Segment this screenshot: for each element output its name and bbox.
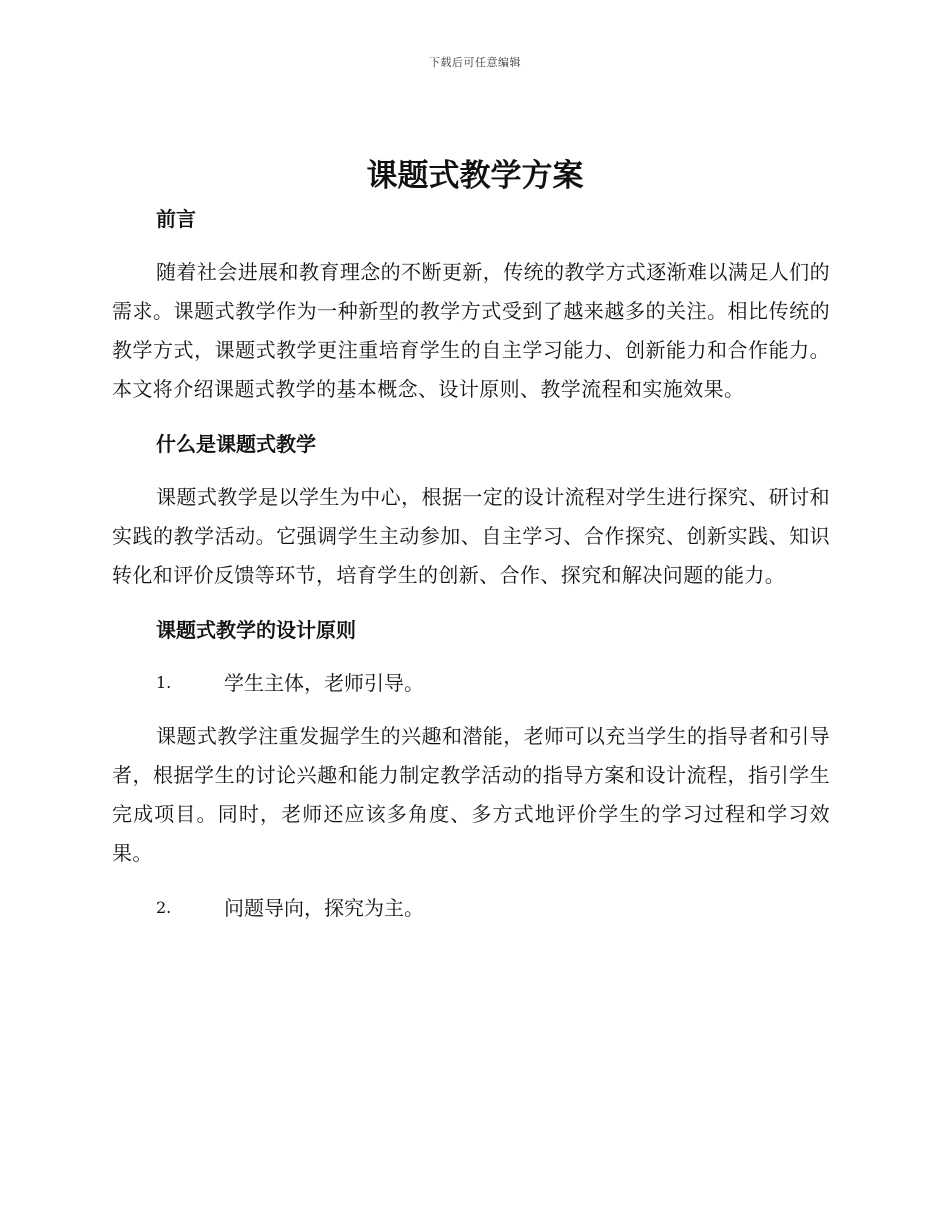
section-heading-principles: 课题式教学的设计原则 (156, 618, 356, 642)
list-number: 1. (156, 673, 172, 692)
list-item-principle-2 (112, 889, 830, 927)
paragraph-principle-1: 课题式教学注重发掘学生的兴趣和潜能，老师可以充当学生的指导者和引导者，根据学生的讨论兴趣和能力制定教学活动的指导方案和设计流程，指引学生完成项目。同时，老师还应该多角度、多方式地评价学生的学习过程和学习效果。 (112, 724, 830, 865)
list-item-text: 学生主体，老师引导。 (224, 671, 424, 695)
paragraph-what-is: 课题式教学是以学生为中心，根据一定的设计流程对学生进行探究、研讨和实践的教学活动。它强调学生主动参加、自主学习、合作探究、创新实践、知识转化和评价反馈等环节，培育学生的创新、合作、探究和解决问题的能力。 (112, 485, 830, 587)
section-heading-preface: 前言 (156, 207, 196, 231)
list-item-text: 问题导向，探究为主。 (224, 896, 424, 920)
page-title: 课题式教学方案 (366, 158, 584, 194)
section-heading-what-is: 什么是课题式教学 (156, 432, 316, 456)
paragraph-preface: 随着社会进展和教育理念的不断更新，传统的教学方式逐渐难以满足人们的需求。课题式教学作为一种新型的教学方式受到了越来越多的关注。相比传统的教学方式，课题式教学更注重培育学生的自主学习能力、创新能力和合作能力。本文将介绍课题式教学的基本概念、设计原则、教学流程和实施效果。 (112, 260, 830, 401)
document-body (112, 200, 830, 927)
list-number: 2. (156, 898, 172, 917)
header-note: 下载后可任意编辑 (429, 56, 521, 69)
list-item-principle-1 (112, 664, 830, 702)
